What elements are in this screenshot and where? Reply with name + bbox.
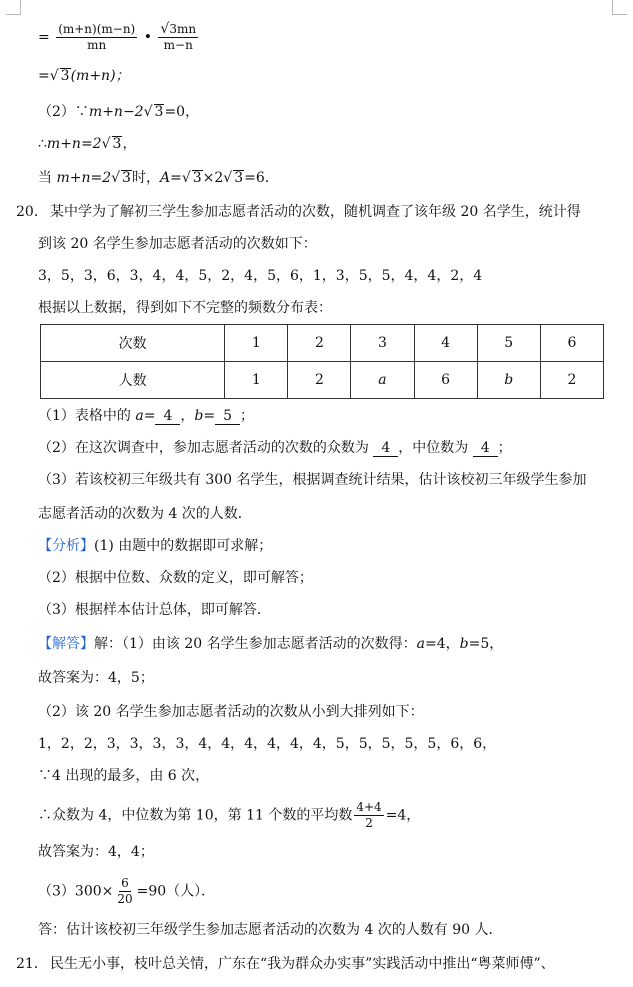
fraction: $\frac{√3mn}{m-n}$ <box>160 21 197 52</box>
table-cell: 6 <box>540 325 603 362</box>
table-cell: b <box>477 362 540 399</box>
prev-part-2: （2）∵m+n−2√ 3=0， <box>38 104 200 120</box>
answer-line-1: 故答案为：4，5； <box>38 670 154 686</box>
table-cell: 2 <box>288 362 351 399</box>
fraction: $\frac{6}{20}$ <box>117 876 133 906</box>
table-header-cell: 次数 <box>41 325 225 362</box>
answer-blank: 4 <box>155 408 180 425</box>
q20-sub-1: （1）表格中的 a= 4 ，b= 5 ； <box>38 408 254 424</box>
solution-2-sorted: 1，2，2，3，3，3，3，4，4，4，4，4，4，5，5，5，5，5，6，6， <box>38 736 497 752</box>
table-header-cell: 人数 <box>41 362 225 399</box>
analysis-tag: 【分析】 <box>38 538 94 554</box>
table-cell: 1 <box>225 362 288 399</box>
table-cell: 2 <box>288 325 351 362</box>
q21-stem-line-1: 民生无小事，枝叶总关情，广东在“我为群众办实事”实践活动中推出“粤菜师傅”、 <box>50 956 555 972</box>
answer-blank: 4 <box>373 440 398 457</box>
page-corner-mark-left <box>6 0 21 15</box>
table-cell: 4 <box>414 325 477 362</box>
q20-sub-3-line-2: 志愿者活动的次数为 4 次的人数． <box>38 506 252 522</box>
solution-line-1: 【解答】解：（1）由该 20 名学生参加志愿者活动的次数得：a=4，b=5， <box>38 636 504 652</box>
conclusion-line: 答：估计该校初三年级学生参加志愿者活动的次数为 4 次的人数有 90 人． <box>38 922 503 938</box>
q20-sub-3-line-1: （3）若该校初三年级共有 300 名学生，根据调查统计结果，估计该校初三年级学生参加 <box>38 472 587 488</box>
frequency-table <box>40 324 604 399</box>
table-cell: 2 <box>540 362 603 399</box>
answer-blank: 5 <box>215 408 240 425</box>
solution-tag: 【解答】 <box>38 636 94 652</box>
table-cell: 1 <box>225 325 288 362</box>
solution-2-line-1: （2）该 20 名学生参加志愿者活动的次数从小到大排列如下： <box>38 704 424 720</box>
table-cell: 3 <box>351 325 414 362</box>
table-cell: 5 <box>477 325 540 362</box>
analysis-line-1: 【分析】(1) 由题中的数据即可求解； <box>38 538 273 554</box>
q20-sub-2: （2）在这次调查中，参加志愿者活动的次数的众数为 4 ，中位数为 4 ； <box>38 440 512 456</box>
question-number-20: 20． <box>16 204 48 220</box>
fraction: $\frac{4+4}{2}$ <box>356 800 382 830</box>
analysis-line-2: （2）根据中位数、众数的定义，即可解答； <box>38 570 313 586</box>
solution-2-therefore: ∴众数为 4，中位数为第 10，第 11 个数的平均数 $\frac{4+4}{2}$ =4， <box>38 800 421 830</box>
table-row <box>41 362 604 399</box>
table-row <box>41 325 604 362</box>
prev-eq-line-2: =√ 3(m+n)； <box>38 68 130 84</box>
answer-line-2: 故答案为：4，4； <box>38 844 154 860</box>
prev-eq-line-1: = $\frac{(m+n)(m-n)}{mn}$ • $\frac{√3mn}{m-n}$ <box>38 21 197 52</box>
page-corner-mark-right <box>612 0 627 15</box>
analysis-line-3: （3）根据样本估计总体，即可解答． <box>38 602 271 618</box>
solution-3: （3）300× $\frac{6}{20}$ =90（人）． <box>38 876 216 906</box>
table-cell: a <box>351 362 414 399</box>
fraction: $\frac{(m+n)(m-n)}{mn}$ <box>58 22 136 52</box>
solution-2-because: ∵4 出现的最多，由 6 次， <box>38 768 210 784</box>
table-cell: 6 <box>414 362 477 399</box>
prev-when: 当 m+n=2√ 3时，A=√ 3×2√ 3=6. <box>38 170 270 186</box>
q20-stem-line-1: 某中学为了解初三学生参加志愿者活动的次数，随机调查了该年级 20 名学生，统计得 <box>50 204 581 220</box>
prev-therefore: ∴m+n=2√ 3， <box>38 136 137 152</box>
q20-table-intro: 根据以上数据，得到如下不完整的频数分布表： <box>38 300 332 316</box>
q20-stem-line-2: 到该 20 名学生参加志愿者活动的次数如下： <box>38 236 317 252</box>
question-number-21: 21． <box>16 956 48 972</box>
q20-data-list: 3，5，3，6，3，4，4，5，2，4，5，6，1，3，5，5，4，4，2，4 <box>38 268 483 284</box>
answer-blank: 4 <box>473 440 498 457</box>
